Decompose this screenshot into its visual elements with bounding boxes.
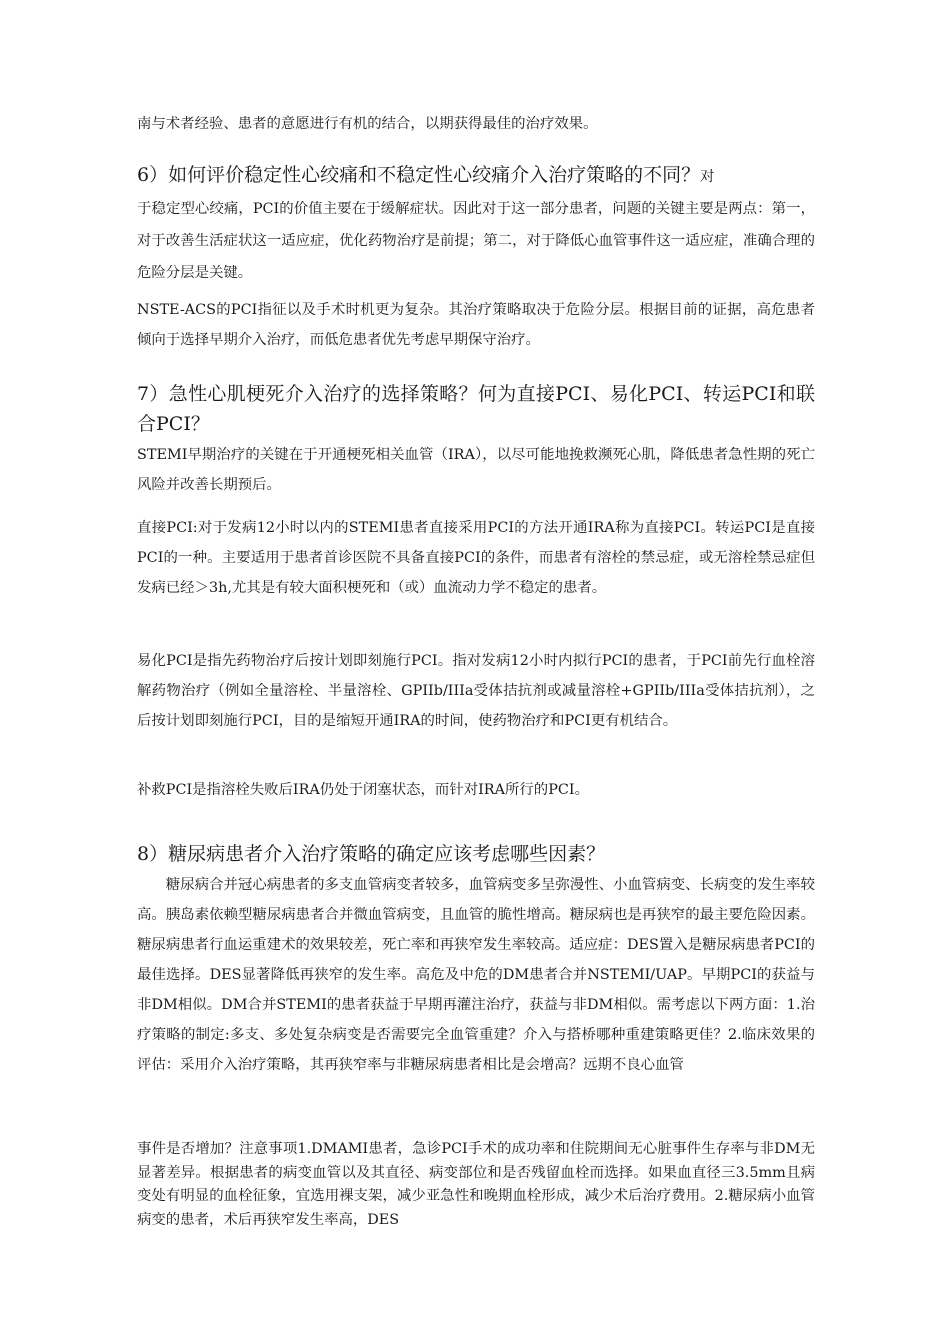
- paragraph-stable-angina: 于稳定型心绞痛，PCI的价值主要在于缓解症状。因此对于这一部分患者，问题的关键主要是两点：第一，对于改善生活症状这一适应症，优化药物治疗是前提；第二，对于降低心血管事件这一适应症，准确合理的危险分层是关键。: [137, 201, 815, 281]
- paragraph-continuation: 南与术者经验、患者的意愿进行有机的结合，以期获得最佳的治疗效果。: [137, 116, 598, 132]
- heading-question-6: 6）如何评价稳定性心绞痛和不稳定性心绞痛介入治疗策略的不同？: [137, 164, 701, 186]
- paragraph-diabetes: 糖尿病合并冠心病患者的多支血管病变者较多，血管病变多呈弥漫性、小血管病变、长病变的发生率较高。胰岛素依赖型糖尿病患者合并微血管病变，且血管的脆性增高。糖尿病也是再狭窄的最主要危险因素。糖尿病患者行血运重建术的效果较差，死亡率和再狭窄发生率较高。适应症：DES置入是糖尿病患者PCI的最佳选择。DES显著降低再狭窄的发生率。高危及中危的DM患者合并NSTEMI/UAP。早期PCI的获益与非DM相似。DM合并STEMI的患者获益于早期再灌注治疗，获益与非DM相似。需考虑以下两方面：1.治疗策略的制定:多支、多处复杂病变是否需要完全血管重建？介入与搭桥哪种重建策略更佳？2.临床效果的评估：采用介入治疗策略，其再狭窄率与非糖尿病患者相比是会增高？远期不良心血管: [137, 877, 815, 1073]
- paragraph-nste-acs: NSTE-ACS的PCI指征以及手术时机更为复杂。其治疗策略取决于危险分层。根据目前的证据，高危患者倾向于选择早期介入治疗，而低危患者优先考虑早期保守治疗。: [137, 302, 815, 348]
- question-6-block: [137, 160, 815, 288]
- paragraph-facilitated-pci: 易化PCI是指先药物治疗后按计划即刻施行PCI。指对发病12小时内拟行PCI的患者，于PCI前先行血栓溶解药物治疗（例如全量溶栓、半量溶栓、GPIIb/IIIa受体拮抗剂或减量溶栓+GPIIb/IIIa受体拮抗剂），之后按计划即刻施行PCI，目的是缩短开通IRA的时间，使药物治疗和PCI更有机结合。: [137, 653, 815, 729]
- paragraph-stemi: STEMI早期治疗的关键在于开通梗死相关血管（IRA），以尽可能地挽救濒死心肌，降低患者急性期的死亡风险并改善长期预后。: [137, 447, 815, 493]
- paragraph-direct-pci: 直接PCI:对于发病12小时以内的STEMI患者直接采用PCI的方法开通IRA称为直接PCI。转运PCI是直接PCI的一种。主要适用于患者首诊医院不具备直接PCI的条件，而患者有溶栓的禁忌症，或无溶栓禁忌症但发病已经＞3h,尤其是有较大面积梗死和（或）血流动力学不稳定的患者。: [137, 520, 815, 596]
- heading-question-8: 8）糖尿病患者介入治疗策略的确定应该考虑哪些因素？: [137, 843, 606, 865]
- paragraph-stable-angina-lead: 对: [700, 169, 715, 185]
- paragraph-diabetes-continued: 事件是否增加？注意事项1.DMAMI患者，急诊PCI手术的成功率和住院期间无心脏事件生存率与非DM无显著差异。根据患者的病变血管以及其直径、病变部位和是否残留血栓而选择。如果血直径三3.5mm且病变处有明显的血栓征象，宜选用裸支架，减少亚急性和晚期血栓形成，减少术后治疗费用。2.糖尿病小血管病变的患者，术后再狭窄发生率高，DES: [137, 1141, 815, 1228]
- heading-question-7: 7）急性心肌梗死介入治疗的选择策略？何为直接PCI、易化PCI、转运PCI和联合PCI？: [137, 383, 815, 435]
- paragraph-rescue-pci: 补救PCI是指溶栓失败后IRA仍处于闭塞状态，而针对IRA所行的PCI。: [137, 782, 589, 798]
